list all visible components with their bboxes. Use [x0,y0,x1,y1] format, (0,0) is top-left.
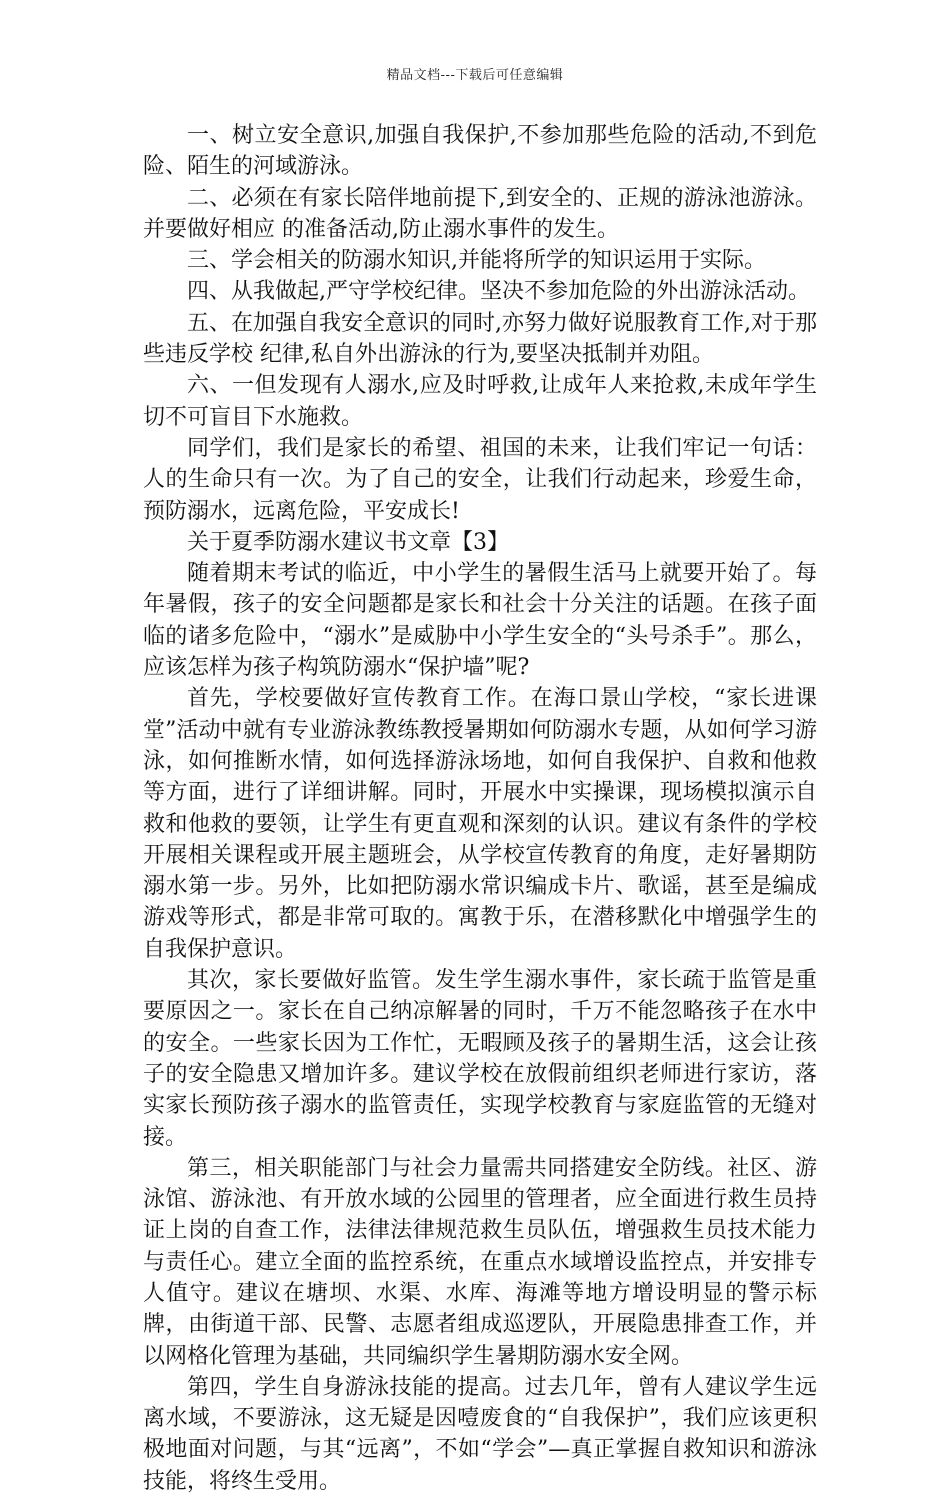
page-header: 精品文档---下载后可任意编辑 [386,68,564,83]
paragraph-item-4: 四、从我做起,严守学校纪律。坚决不参加危险的外出游泳活动。 [187,279,810,305]
paragraph-item-5: 五、在加强自我安全意识的同时,亦努力做好说服教育工作,对于那些违反学校 纪律,私自外出游泳的行为,要坚决抵制并劝阻。 [143,310,817,368]
paragraph-third: 第三，相关职能部门与社会力量需共同搭建安全防线。社区、游泳馆、游泳池、有开放水域的公园里的管理者，应全面进行救生员持证上岗的自查工作，法律法律规范救生员队伍，增强救生员技术能力与责任心。建立全面的监控系统，在重点水域增设监控点，并安排专人值守。建议在塘坝、水渠、水库、海滩等地方增设明显的警示标牌，由街道干部、民警、志愿者组成巡逻队，开展隐患排查工作，并以网格化管理为基础，共同编织学生暑期防溺水安全网。 [143,1155,817,1369]
paragraph-item-2: 二、必须在有家长陪伴地前提下,到安全的、正规的游泳池游泳。并要做好相应 的准备活动,防止溺水事件的发生。 [143,185,817,242]
intro-paragraph: 随着期末考试的临近，中小学生的暑假生活马上就要开始了。每年暑假，孩子的安全问题都是家长和社会十分关注的话题。在孩子面临的诸多危险中，“溺水”是威胁中小学生安全的“头号杀手”。那么，应该怎样为孩子构筑防溺水“保护墙”呢? [143,561,817,681]
paragraph-item-3: 三、学会相关的防溺水知识,并能将所学的知识运用于实际。 [187,248,766,274]
document-body [143,120,817,1497]
paragraph-fourth: 第四，学生自身游泳技能的提高。过去几年，曾有人建议学生远离水域，不要游泳，这无疑是因噎废食的“自我保护”，我们应该更积极地面对问题，与其“远离”，不如“学会”—真正掌握自救知识和游泳技能，将终生受用。 [143,1374,817,1494]
paragraph-second: 其次，家长要做好监管。发生学生溺水事件，家长疏于监管是重要原因之一。家长在自己纳凉解暑的同时，千万不能忽略孩子在水中的安全。一些家长因为工作忙，无暇顾及孩子的暑期生活，这会让孩子的安全隐患又增加许多。建议学校在放假前组织老师进行家访，落实家长预防孩子溺水的监管责任，实现学校教育与家庭监管的无缝对接。 [143,968,817,1150]
paragraph-item-1: 一、树立安全意识,加强自我保护,不参加那些危险的活动,不到危险、陌生的河域游泳。 [143,123,817,180]
closing-paragraph: 同学们，我们是家长的希望、祖国的未来，让我们牢记一句话：人的生命只有一次。为了自己的安全，让我们行动起来，珍爱生命，预防溺水，远离危险，平安成长! [143,435,817,524]
section-heading: 关于夏季防溺水建议书文章【3】 [187,529,509,555]
paragraph-first: 首先，学校要做好宣传教育工作。在海口景山学校，“家长进课堂”活动中就有专业游泳教练教授暑期如何防溺水专题，从如何学习游泳，如何推断水情，如何选择游泳场地，如何自我保护、自救和他救等方面，进行了详细讲解。同时，开展水中实操课，现场模拟演示自救和他救的要领，让学生有更直观和深刻的认识。建议有条件的学校开展相关课程或开展主题班会，从学校宣传教育的角度，走好暑期防溺水第一步。另外，比如把防溺水常识编成卡片、歌谣，甚至是编成游戏等形式，都是非常可取的。寓教于乐，在潜移默化中增强学生的自我保护意识。 [143,686,817,962]
paragraph-item-6: 六、一但发现有人溺水,应及时呼救,让成年人来抢救,未成年学生切不可盲目下水施救。 [143,373,817,430]
